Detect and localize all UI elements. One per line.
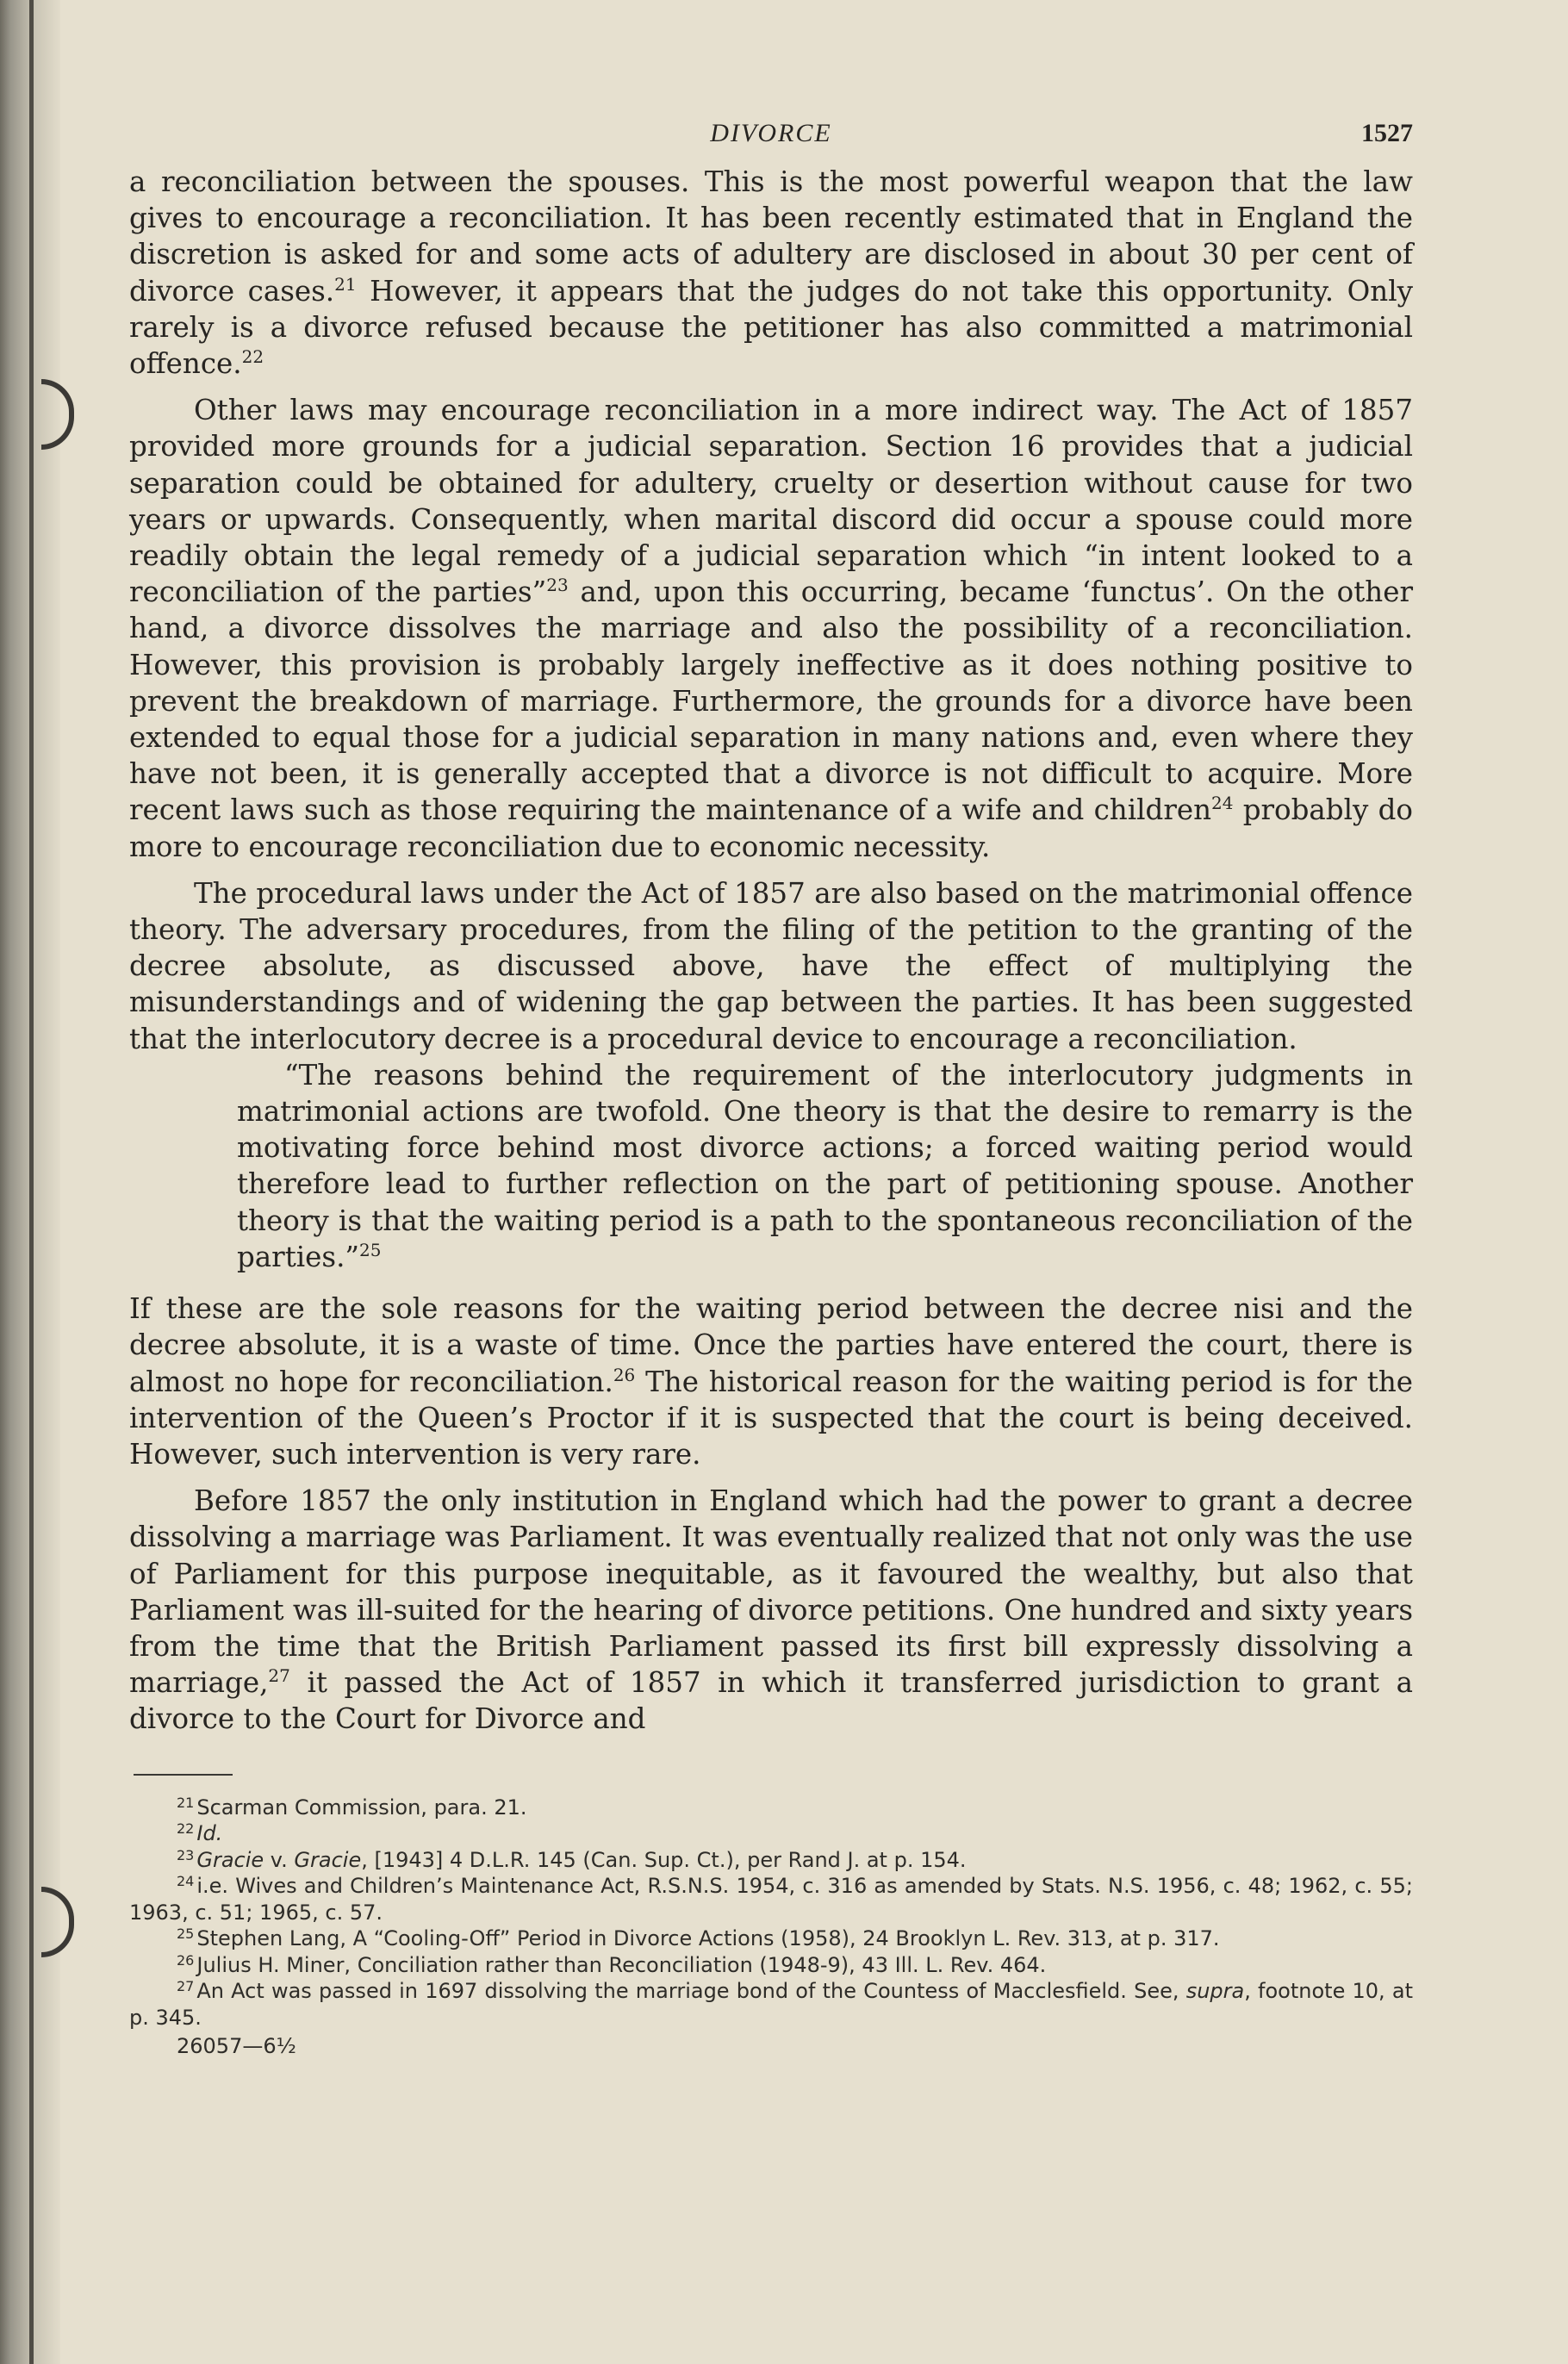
footnote-rule [134, 1774, 233, 1776]
page [129, 112, 1413, 2058]
binder-ring-top [41, 379, 74, 450]
footnote: $^{23}$ Gracie v. Gracie, [1943] 4 D.L.R. 145 (Can. Sup. Ct.), per Rand J. at p. 154. [177, 1846, 967, 1872]
page-number: 1527 [1361, 119, 1413, 147]
body-paragraph: The procedural laws under the Act of 1857 are also based on the matrimonial offence theory. The adversary procedures, from the filing of the petition to the granting of the decree absolute, as discussed above, have the effect of multiplying the misunderstandings and of widening the gap between the parties. It has been suggested that the interlocutory decree is a procedural device to encourage a reconciliation. [129, 876, 1413, 1055]
footnote-ref: 24 [1211, 793, 1234, 814]
footnotes [129, 1795, 1413, 2059]
body-paragraph: Before 1857 the only institution in England which had the power to grant a decree dissolving a marriage was Parliament. It was eventually realized that not only was the use of Parliament for this purpose inequitable, as it favoured the wealthy, but also that Parliament was ill-suited for the hearing of divorce petitions. One hundred and sixty years from the time that the British Parliament passed its first bill expressly dissolving a marriage,$^{27}$ it passed the Act of 1857 in which it transferred jurisdiction to grant a divorce to the Court for Divorce and [129, 1484, 1413, 1736]
footnote-ref: 22 [241, 346, 264, 368]
body-paragraph: Other laws may encourage reconciliation in a more indirect way. The Act of 1857 provided more grounds for a judicial separation. Section 16 provides that a judicial separation could be obtained for adultery, cruelty or desertion without cause for two years or upwards. Consequently, when marital discord did occur a spouse could more readily obtain the legal remedy of a judicial separation which “in intent looked to a reconciliation of the parties”$^{23}$ and, upon this occurring, became ‘functus’. On the other hand, a divorce dissolves the marriage and also the possibility of a reconciliation. However, this provision is probably largely ineffective as it does nothing positive to prevent the breakdown of marriage. Furthermore, the grounds for a divorce have been extended to equal those for a judicial separation in many nations and, even where they have not been, it is generally accepted that a divorce is not difficult to acquire. More recent laws such as those requiring the maintenance of a wife and children$^{24}$ probably do more to encourage reconciliation due to economic necessity. [129, 394, 1413, 863]
footnote: $^{22}$ Id. [177, 1820, 223, 1846]
footnote-number: 26 [177, 1951, 195, 1969]
footnote: $^{26}$ Julius H. Miner, Conciliation rather than Reconciliation (1948-9), 43 Ill. L. Rev. 464. [177, 1951, 1047, 1977]
footnote-number: 21 [177, 1794, 195, 1811]
footnote-number: 25 [177, 1925, 195, 1943]
footnote-ref: 26 [613, 1364, 636, 1385]
footnote: $^{21}$ Scarman Commission, para. 21. [177, 1794, 527, 1820]
page-edge [29, 0, 34, 2364]
body-paragraph: If these are the sole reasons for the waiting period between the decree nisi and the decree absolute, it is a waste of time. Once the parties have entered the court, there is almost no hope for reconciliation.$^{26}$ The historical reason for the waiting period is for the intervention of the Queen’s Proctor if it is suspected that the court is being deceived. However, such intervention is very rare. [129, 1292, 1413, 1471]
printer-code: 26057—6½ [177, 2034, 296, 2059]
footnote-number: 24 [177, 1873, 195, 1890]
footnote-ref: 23 [546, 575, 569, 596]
footnote: $^{27}$ An Act was passed in 1697 dissolving the marriage bond of the Countess of Macclesfield. See, supra, footnote 10, at p. 345. [129, 1978, 1413, 2030]
footnote-ref: 25 [359, 1239, 382, 1260]
footnote-number: 27 [177, 1978, 195, 1995]
block-quote [237, 1057, 1413, 1275]
footnote: $^{25}$ Stephen Lang, A “Cooling-Off” Period in Divorce Actions (1958), 24 Brooklyn L. Rev. 313, at p. 317. [177, 1925, 1220, 1951]
block-quote-text: “The reasons behind the requirement of the interlocutory judgments in matrimonial actions are twofold. One theory is that the desire to remarry is the motivating force behind most divorce actions; a forced waiting period would therefore lead to further reflection on the part of petitioning spouse. Another theory is that the waiting period is a path to the spontaneous reconciliation of the parties.”$^{25}$ [237, 1058, 1413, 1273]
footnote: $^{24}$ i.e. Wives and Children’s Maintenance Act, R.S.N.S. 1954, c. 316 as amended by Stats. N.S. 1956, c. 48; 1962, c. 55; 1963, c. 51; 1965, c. 57. [129, 1873, 1413, 1925]
body-paragraph: a reconciliation between the spouses. This is the most powerful weapon that the law gives to encourage a reconciliation. It has been recently estimated that in England the discretion is asked for and some acts of adultery are disclosed in about 30 per cent of divorce cases.$^{21}$ However, it appears that the judges do not take this opportunity. Only rarely is a divorce refused because the petitioner has also committed a matrimonial offence.$^{22}$ [129, 165, 1413, 381]
running-head [129, 112, 1413, 164]
footnote-ref: 21 [334, 273, 357, 295]
running-head-title: DIVORCE [710, 119, 832, 147]
footnote-number: 22 [177, 1820, 195, 1838]
binder-ring-bottom [41, 1887, 74, 1957]
footnote-ref: 27 [268, 1665, 290, 1687]
footnote-number: 23 [177, 1846, 195, 1863]
